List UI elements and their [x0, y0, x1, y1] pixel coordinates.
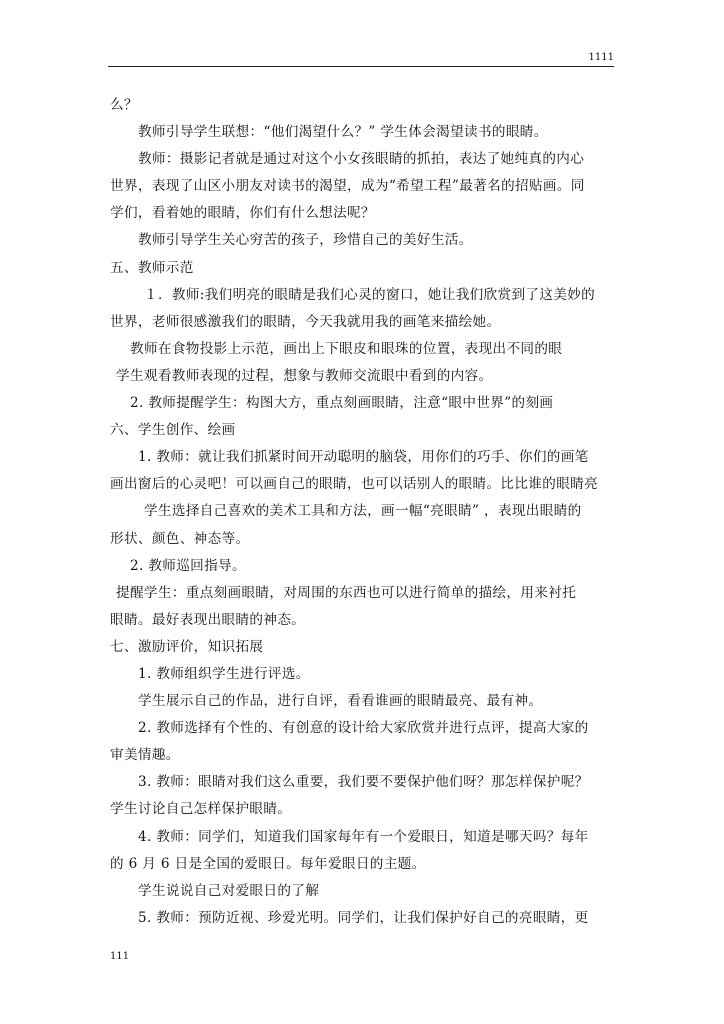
text-line: 4. 教师：同学们，知道我们国家每年有一个爱眼日，知道是哪天吗？每年	[138, 828, 589, 845]
text-line: 教师：摄影记者就是通过对这个小女孩眼睛的抓拍，表达了她纯真的内心	[138, 151, 585, 168]
text-line: 提醒学生：重点刻画眼睛，对周围的东西也可以进行简单的描绘，用来衬托	[116, 584, 577, 601]
text-line: 学生说说自己对爱眼日的了解	[138, 882, 320, 899]
text-line: 么？	[110, 97, 138, 113]
text-line: 2. 教师巡回指导。	[130, 557, 246, 574]
document-body	[110, 92, 616, 932]
text-line: 学生展示自己的作品，进行自评，看看谁画的眼睛最亮、最有神。	[138, 693, 543, 710]
text-line: 5. 教师：预防近视、珍爱光明。同学们，让我们保护好自己的亮眼睛，更	[138, 909, 589, 926]
text-line: 1. 教师组织学生进行评选。	[138, 665, 310, 682]
footer-page-number: 111	[110, 951, 130, 962]
text-line: 学生选择自己喜欢的美术工具和方法，画一幅“亮眼睛” ，表现出眼睛的	[144, 503, 582, 520]
text-line: １．教师:我们明亮的眼睛是我们心灵的窗口，她让我们欣赏到了这美妙的	[144, 286, 596, 303]
section-heading: 六、学生创作、绘画	[110, 422, 236, 439]
header-page-number: 1111	[588, 52, 614, 63]
text-line: 形状、颜色、神态等。	[110, 530, 250, 547]
text-line: 1. 教师：就让我们抓紧时间开动聪明的脑袋，用你们的巧手、你们的画笔	[138, 449, 589, 466]
text-line: 学生观看教师表现的过程，想象与教师交流眼中看到的内容。	[116, 367, 493, 384]
text-line: 审美情趣。	[110, 747, 180, 764]
section-heading: 五、教师示范	[110, 259, 194, 276]
text-line: 教师在食物投影上示范，画出上下眼皮和眼珠的位置，表现出不同的眼	[130, 340, 563, 357]
text-line: 眼睛。最好表现出眼睛的神态。	[110, 611, 306, 628]
text-line: 3. 教师：眼睛对我们这么重要，我们要不要保护他们呀？那怎样保护呢？	[138, 774, 589, 791]
text-line: 学生讨论自己怎样保护眼睛。	[110, 801, 292, 818]
section-heading: 七、激励评价，知识拓展	[110, 638, 264, 655]
text-line: 教师引导学生关心穷苦的孩子，珍惜自己的美好生活。	[138, 232, 473, 249]
header-divider	[108, 66, 614, 67]
text-line: 世界，表现了山区小朋友对读书的渴望，成为“希望工程”最著名的招贴画。同	[110, 178, 585, 195]
text-line: 2. 教师提醒学生：构图大方，重点刻画眼睛，注意“眼中世界”的刻画	[130, 395, 554, 412]
text-line: 学们，看着她的眼睛，你们有什么想法呢？	[110, 205, 375, 222]
text-line: 2. 教师选择有个性的、有创意的设计给大家欣赏并进行点评，提高大家的	[138, 720, 589, 737]
text-line: 画出窗后的心灵吧！可以画自己的眼睛，也可以话别人的眼睛。比比谁的眼睛亮	[110, 476, 599, 493]
text-line: 的 6 月 6 日是全国的爱眼日。每年爱眼日的主题。	[110, 855, 426, 872]
text-line: 世界，老师很感激我们的眼睛，今天我就用我的画笔来描绘她。	[110, 313, 501, 330]
text-line: 教师引导学生联想：“他们渴望什么？” 学生体会渴望读书的眼睛。	[138, 124, 548, 141]
